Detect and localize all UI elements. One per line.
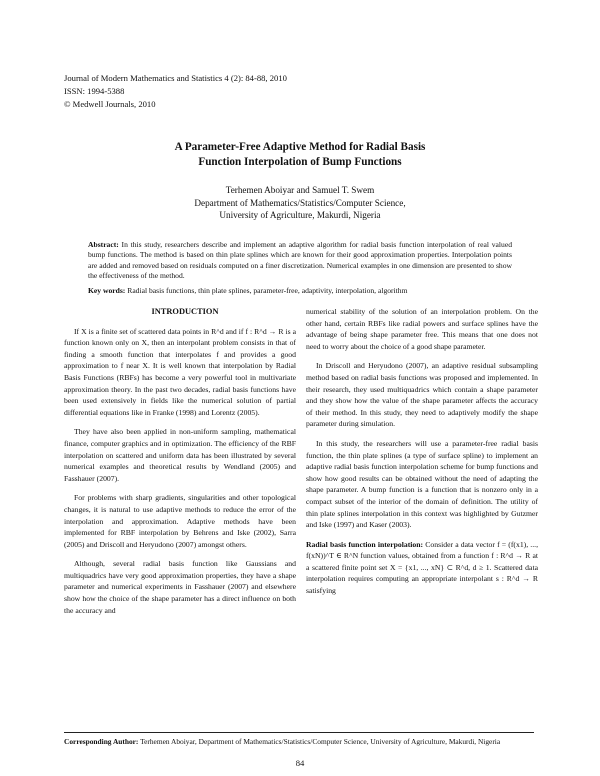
left-column	[64, 306, 296, 624]
author-department: Department of Mathematics/Statistics/Computer Science,	[194, 197, 406, 208]
footnote-label: Corresponding Author:	[64, 737, 139, 746]
corresponding-author-footnote	[64, 737, 534, 747]
journal-issn: ISSN: 1994-5388	[64, 86, 125, 96]
intro-paragraph: Although, several radial basis function like Gaussians and multiquadrics have very good approximation properties, they have a shape parameter and numerical experiments in Fasshauer (2007) and elsewhere show how the choice of the shape parameter has a direct influence on both the accuracy and	[64, 559, 296, 615]
keywords	[88, 286, 512, 296]
author-block	[0, 184, 600, 222]
subsection-label: Radial basis function interpolation:	[306, 539, 424, 549]
paper-title-line-1: A Parameter-Free Adaptive Method for Radial Basis	[174, 141, 426, 153]
subsection-rbf-interpolation	[306, 539, 538, 597]
intro-paragraph: For problems with sharp gradients, singularities and other topological changes, it is natural to use adaptive methods to reduce the error of the interpolation and approximation. Adaptive methods have been implemented for RBF interpolation by Behrens and Iske (2002), Sarra (2005) and Driscoll and Heryudono (2007) amongst others.	[64, 493, 296, 549]
keywords-label: Key words:	[88, 286, 126, 295]
intro-paragraph: In Driscoll and Heryudono (2007), an adaptive residual subsampling method based on radial basis functions was proposed and implemented. In their research, they used multiquadrics which contain a shape parameter and they show how the value of the shape parameter affects the accuracy of their method. In this study, they need to adaptively modify the shape parameter during simulation.	[306, 361, 538, 429]
keywords-text: Radial basis functions, thin plate splines, parameter-free, adaptivity, interpolation, algorithm	[127, 286, 408, 295]
subsection-text: Consider a data vector f = (f(x1), ..., f(xN))^T ∈ R^N function values, obtained from a function f : R^d → R at a scattered finite point set X = {x1, ..., xN} ⊂ R^d, d ≥ 1. Scattered data interpolation requires computing an appropriate interpolant s : R^d → R satisfying	[306, 539, 538, 596]
abstract-text: In this study, researchers describe and implement an adaptive algorithm for radial basis function interpolation of real valued bump functions. The method is based on thin plate splines which are known for their good approximation properties. Interpolation points are added and removed based on residuals computed on a finer discretization. Numerical examples in one dimension are presented to show the effectiveness of the method.	[88, 240, 512, 281]
section-heading-introduction: INTRODUCTION	[151, 307, 219, 316]
journal-header	[64, 72, 287, 111]
page-number: 84	[295, 758, 305, 768]
author-university: University of Agriculture, Makurdi, Nigeria	[219, 210, 381, 220]
paper-title	[0, 140, 600, 170]
intro-paragraph: They have also been applied in non-uniform sampling, mathematical finance, computer graphics and in optimization. The efficiency of the RBF interpolation on scattered and uniform data has been illustrated by several numerical examples and theoretical results by Wendland (2005) and Fasshauer (2007).	[64, 427, 296, 483]
abstract	[88, 240, 512, 282]
footnote-divider	[64, 732, 534, 733]
right-column	[306, 306, 538, 605]
footnote-text: Terhemen Aboiyar, Department of Mathematics/Statistics/Computer Science, University of Agriculture, Makurdi, Nigeria	[140, 737, 501, 746]
intro-paragraph: If X is a finite set of scattered data points in R^d and if f : R^d → R is a function known only on X, then an interpolant problem consists in that of finding a smooth function that interpolates f and provides a good approximation to f near X. It is well known that interpolation by Radial Basis Functions (RBFs) has become a very powerful tool in multivariate approximation theory. In the past two decades, radial basis functions have been used extensively in fields like the numerical solution of partial differential equations like in Franke (1998) and Lorentz (2005).	[64, 326, 296, 417]
author-names: Terhemen Aboiyar and Samuel T. Swem	[225, 185, 375, 195]
journal-copyright: © Medwell Journals, 2010	[64, 99, 156, 109]
intro-paragraph: numerical stability of the solution of an interpolation problem. On the other hand, certain RBFs like radial powers and surface splines have the advantage of being shape parameter free. This means that one does not need to worry about the choice of a good shape parameter.	[306, 307, 538, 351]
intro-paragraph: In this study, the researchers will use a parameter-free radial basis function, the thin plate splines (a type of surface spline) to implement an adaptive radial basis function interpolation scheme for bump functions and show how good results can be obtained without the need of adapting the shape parameter. A bump function is a function that is nonzero only in a compact subset of the interior of the domain of definition. The utility of thin plate splines interpolation in this context was highlighted by Gutzmer and Iske (1997) and Kaser (2003).	[306, 438, 538, 530]
paper-title-line-2: Function Interpolation of Bump Functions	[198, 156, 402, 168]
journal-citation: Journal of Modern Mathematics and Statistics 4 (2): 84-88, 2010	[64, 73, 287, 83]
abstract-label: Abstract:	[88, 240, 119, 249]
